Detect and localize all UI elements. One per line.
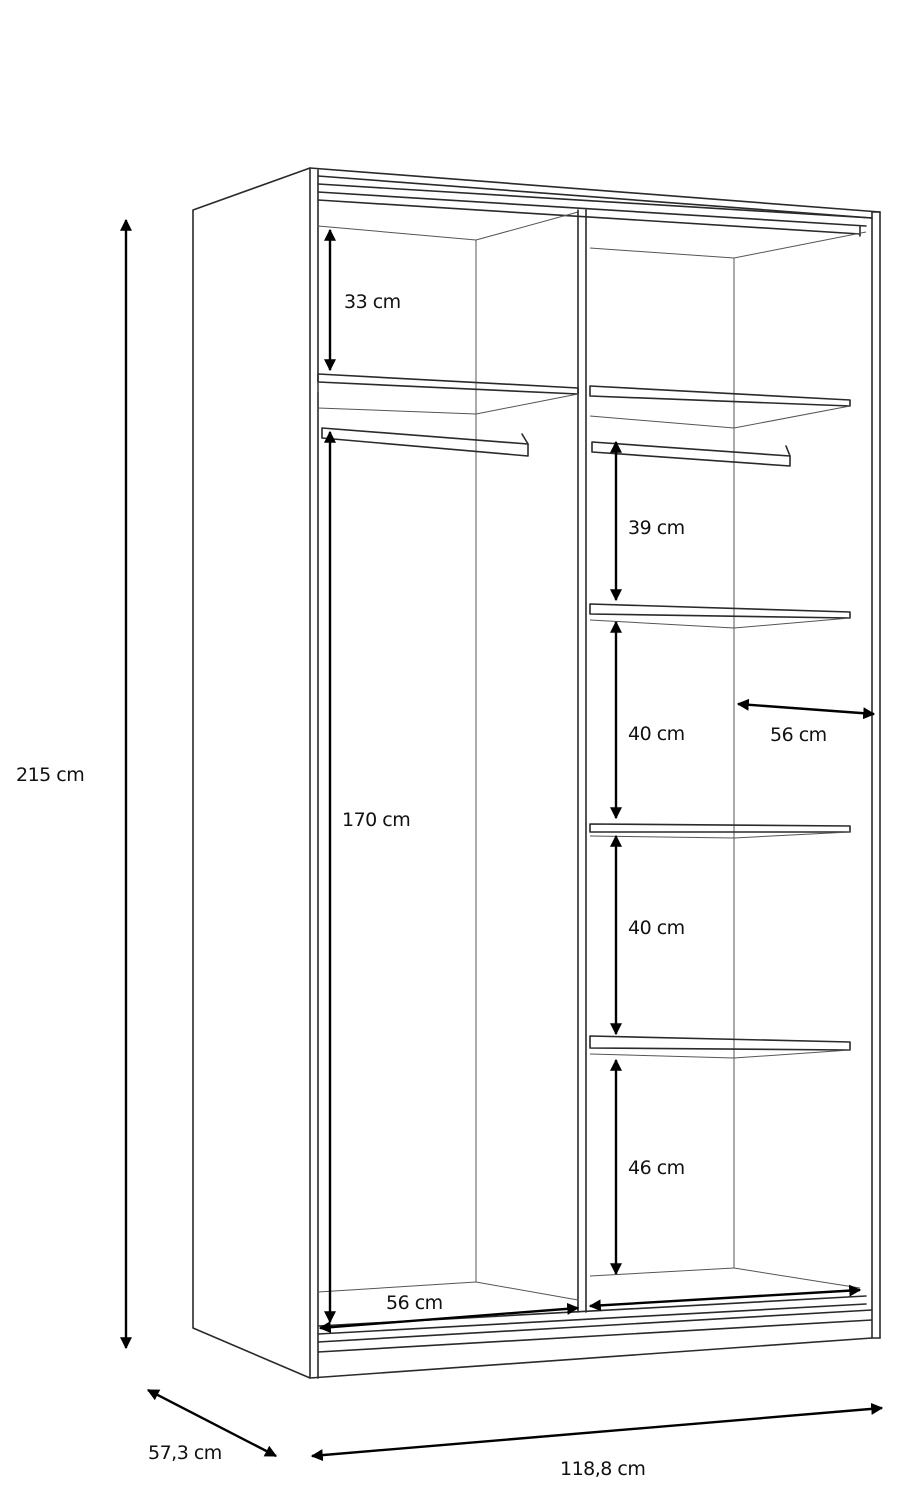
left-hanging-height-label: 170 cm xyxy=(342,809,411,831)
hanging-rails xyxy=(322,428,790,466)
right-shelf-2-label: 40 cm xyxy=(628,723,685,745)
center-divider xyxy=(578,210,586,1312)
depth-label: 57,3 cm xyxy=(148,1442,222,1464)
left-upper-shelf xyxy=(318,374,578,414)
interior-back xyxy=(318,212,866,1282)
left-bottom-width-arrow xyxy=(320,1308,578,1328)
right-shelf-3-label: 40 cm xyxy=(628,917,685,939)
left-bottom-width-label: 56 cm xyxy=(386,1292,443,1314)
right-shelf-1-label: 39 cm xyxy=(628,517,685,539)
right-upper-shelf xyxy=(590,386,850,428)
dimension-lines xyxy=(126,220,882,1456)
width-arrow xyxy=(312,1408,882,1456)
right-depth-arrow xyxy=(738,704,874,714)
right-shelves xyxy=(590,604,850,1058)
left-top-compartment-label: 33 cm xyxy=(344,291,401,313)
top-rail xyxy=(318,184,872,236)
total-width-label: 118,8 cm xyxy=(560,1458,646,1480)
right-shelf-depth-label: 56 cm xyxy=(770,724,827,746)
cabinet-body xyxy=(193,168,880,1378)
right-shelf-4-label: 46 cm xyxy=(628,1157,685,1179)
total-height-label: 215 cm xyxy=(16,764,85,786)
